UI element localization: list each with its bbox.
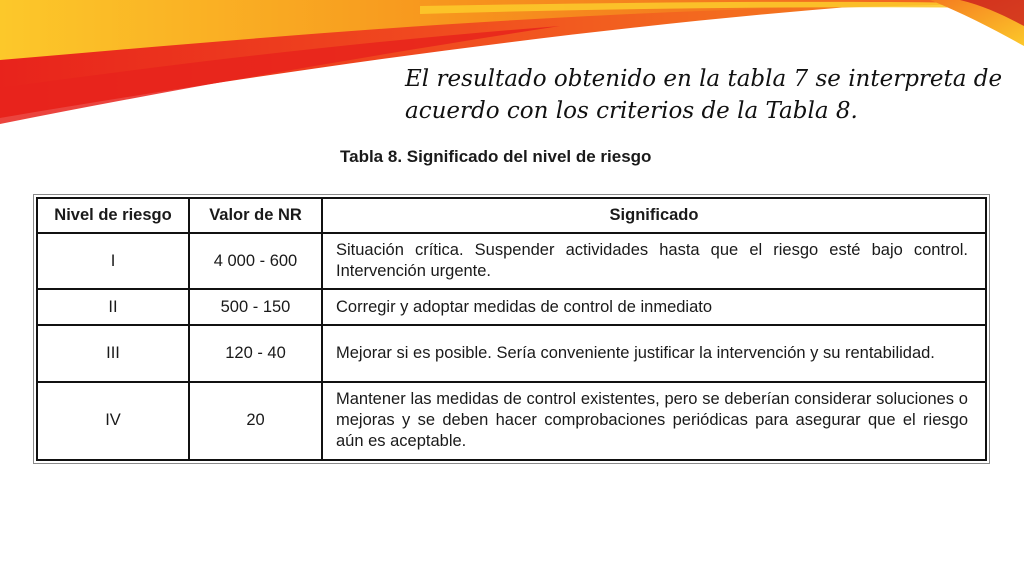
cell-significado: Mantener las medidas de control existentes, pero se deberían considerar soluciones o mejoras y se deben hacer comprobaciones periódicas para asegurar que el riesgo aún es aceptable. bbox=[322, 382, 986, 460]
intro-text bbox=[405, 63, 1005, 127]
table-row bbox=[37, 325, 986, 381]
cell-nivel: II bbox=[37, 289, 189, 325]
risk-table-frame bbox=[33, 194, 990, 464]
cell-significado: Mejorar si es posible. Sería conveniente justificar la intervención y su rentabilidad. bbox=[322, 325, 986, 381]
table-title: Tabla 8. Significado del nivel de riesgo bbox=[340, 147, 652, 166]
risk-level-table bbox=[36, 197, 987, 461]
cell-nivel: III bbox=[37, 325, 189, 381]
header-nivel: Nivel de riesgo bbox=[37, 198, 189, 233]
cell-significado: Situación crítica. Suspender actividades hasta que el riesgo esté bajo control. Intervención urgente. bbox=[322, 233, 986, 289]
table-row bbox=[37, 289, 986, 325]
cell-nivel: IV bbox=[37, 382, 189, 460]
header-valor: Valor de NR bbox=[189, 198, 322, 233]
table-row bbox=[37, 233, 986, 289]
cell-valor: 500 - 150 bbox=[189, 289, 322, 325]
table-row bbox=[37, 382, 986, 460]
intro-line-1: El resultado obtenido en la tabla 7 se interpreta de bbox=[405, 66, 1003, 92]
cell-valor: 20 bbox=[189, 382, 322, 460]
cell-valor: 4 000 - 600 bbox=[189, 233, 322, 289]
cell-significado: Corregir y adoptar medidas de control de inmediato bbox=[322, 289, 986, 325]
header-significado: Significado bbox=[322, 198, 986, 233]
intro-line-2: acuerdo con los criterios de la Tabla 8. bbox=[405, 98, 858, 124]
table-header-row bbox=[37, 198, 986, 233]
cell-valor: 120 - 40 bbox=[189, 325, 322, 381]
cell-nivel: I bbox=[37, 233, 189, 289]
